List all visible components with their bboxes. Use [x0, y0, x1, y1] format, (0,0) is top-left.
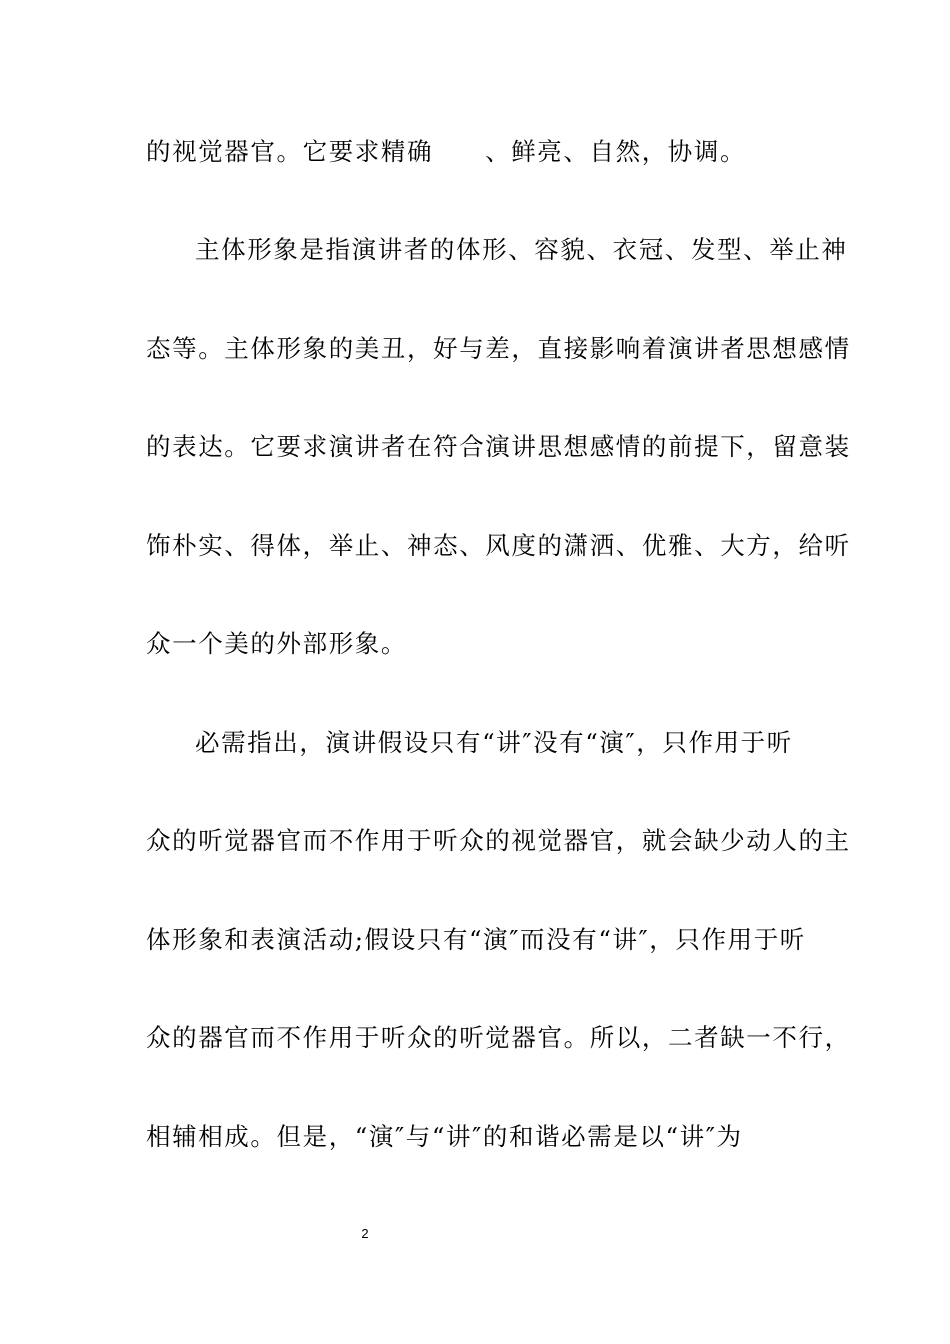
- text-line-1: [146, 136, 806, 168]
- text-line-4: 的表达。它要求演讲者在符合演讲思想感情的前提下，留意装: [146, 432, 851, 461]
- text-line-6: 众一个美的外部形象。: [146, 629, 407, 658]
- text-line-2: 主体形象是指演讲者的体形、容貌、衣冠、发型、举止神: [195, 235, 848, 264]
- page-number: 2: [361, 1226, 369, 1241]
- text-line-11: 相辅相成。但是，“演″与“讲″的和谐必需是以“讲″为: [146, 1122, 743, 1151]
- text-line-5: 饰朴实、得体，举止、神态、风度的潇洒、优雅、大方，给听: [146, 531, 851, 560]
- text-line-9: 体形象和表演活动;假设只有“演″而没有“讲″，只作用于听: [146, 925, 806, 954]
- text-line-8: 众的听觉器官而不作用于听众的视觉器官，就会缺少动人的主: [146, 826, 851, 855]
- text-line-3: 态等。主体形象的美丑，好与差，直接影响着演讲者思想感情: [146, 334, 851, 363]
- text-line-10: 众的器官而不作用于听众的听觉器官。所以，二者缺一不行，: [146, 1023, 851, 1052]
- text-line-1-part-2: 、鲜亮、自然，协调。: [485, 137, 747, 166]
- text-line-7: 必需指出，演讲假设只有“讲″没有“演″，只作用于听: [195, 728, 793, 757]
- text-line-1-part-1: 的视觉器官。它要求精确: [146, 137, 434, 166]
